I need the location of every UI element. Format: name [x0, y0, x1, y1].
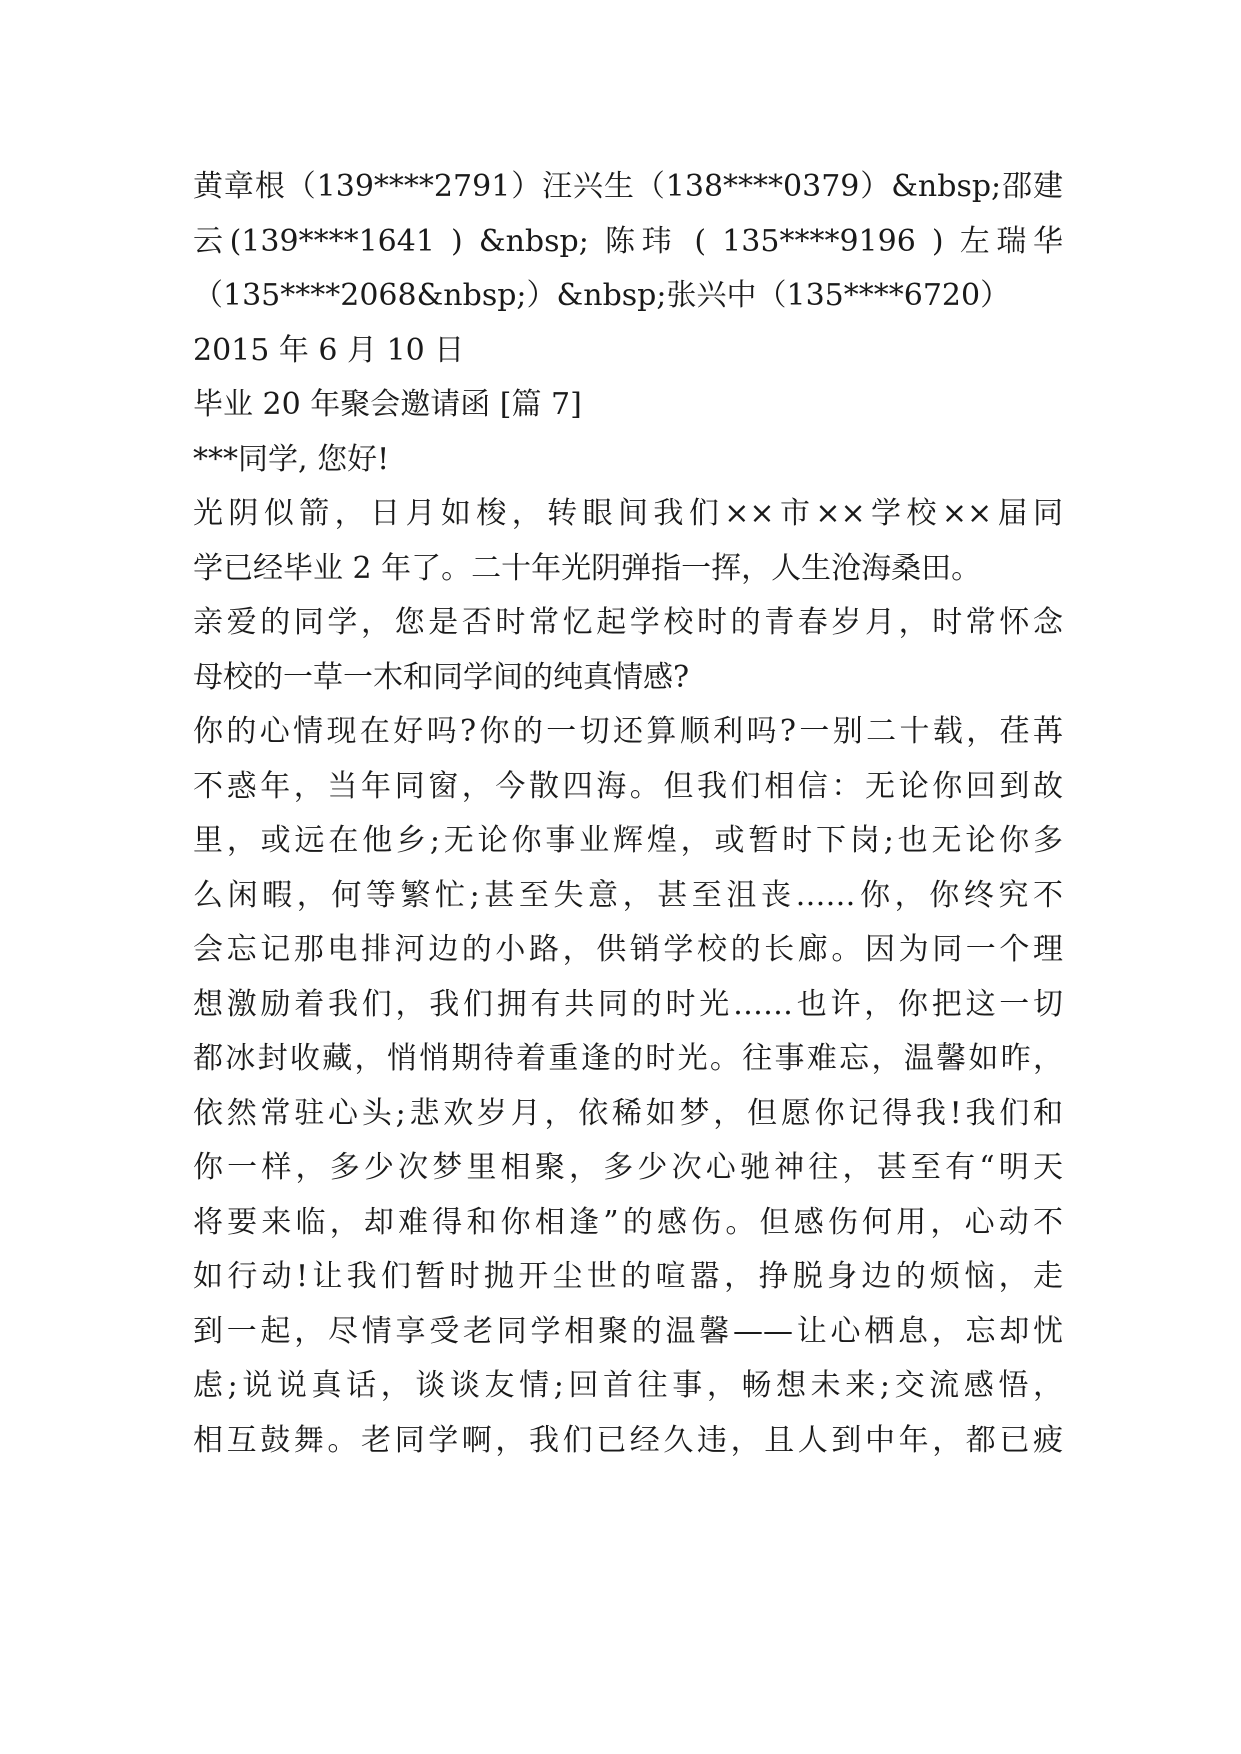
contact-line-3: （135****2068&nbsp;）&nbsp;张兴中（135****6720） — [193, 278, 1011, 313]
section-heading: 毕业 20 年聚会邀请函 [篇 7] — [193, 387, 582, 422]
paragraph-2-line-5: 会忘记那电排河边的小路，供销学校的长廊。因为同一个理 — [193, 932, 1063, 967]
paragraph-2-line-9: 你一样，多少次梦里相聚，多少次心驰神往，甚至有“明天 — [193, 1150, 1063, 1185]
paragraph-2-line-14: 相互鼓舞。老同学啊，我们已经久违，且人到中年，都已疲 — [193, 1422, 1063, 1458]
contact-line-2: 云(139****1641 ) &nbsp; 陈玮 ( 135****9196 ) 左瑞华 — [193, 223, 1063, 259]
paragraph-1-line-1: 光阴似箭，日月如梭，转眼间我们××市××学校××届同 — [193, 496, 1063, 531]
paragraph-2-line-3: 里，或远在他乡;无论你事业辉煌，或暂时下岗;也无论你多 — [193, 823, 1063, 858]
paragraph-1-line-3: 亲爱的同学，您是否时常忆起学校时的青春岁月，时常怀念 — [193, 605, 1063, 640]
date-line: 2015 年 6 月 10 日 — [193, 332, 465, 368]
contact-line-1: 黄章根（139****2791）汪兴生（138****0379）&nbsp;邵建 — [193, 169, 1063, 204]
paragraph-2-line-10: 将要来临，却难得和你相逢”的感伤。但感伤何用，心动不 — [193, 1204, 1063, 1240]
paragraph-2-line-6: 想激励着我们，我们拥有共同的时光……也许，你把这一切 — [193, 986, 1063, 1022]
paragraph-2-line-12: 到一起，尽情享受老同学相聚的温馨——让心栖息，忘却忧 — [193, 1313, 1063, 1349]
paragraph-2-line-13: 虑;说说真话，谈谈友情;回首往事，畅想未来;交流感悟， — [193, 1368, 1063, 1403]
greeting: ***同学, 您好! — [193, 441, 390, 477]
paragraph-2-line-1: 你的心情现在好吗?你的一切还算顺利吗?一别二十载，荏苒 — [193, 714, 1063, 749]
paragraph-2-line-7: 都冰封收藏，悄悄期待着重逢的时光。往事难忘，温馨如昨， — [193, 1041, 1063, 1076]
paragraph-2-line-11: 如行动!让我们暂时抛开尘世的喧嚣，挣脱身边的烦恼，走 — [193, 1259, 1063, 1294]
paragraph-2-line-8: 依然常驻心头;悲欢岁月，依稀如梦，但愿你记得我!我们和 — [193, 1095, 1063, 1131]
document-body — [193, 160, 1063, 1468]
paragraph-2-line-2: 不惑年，当年同窗，今散四海。但我们相信：无论你回到故 — [193, 768, 1063, 804]
paragraph-2-line-4: 么闲暇，何等繁忙;甚至失意，甚至沮丧……你，你终究不 — [193, 877, 1063, 913]
paragraph-1-line-2: 学已经毕业 2 年了。二十年光阴弹指一挥，人生沧海桑田。 — [193, 550, 982, 586]
paragraph-1-line-4: 母校的一草一木和同学间的纯真情感? — [193, 659, 690, 695]
